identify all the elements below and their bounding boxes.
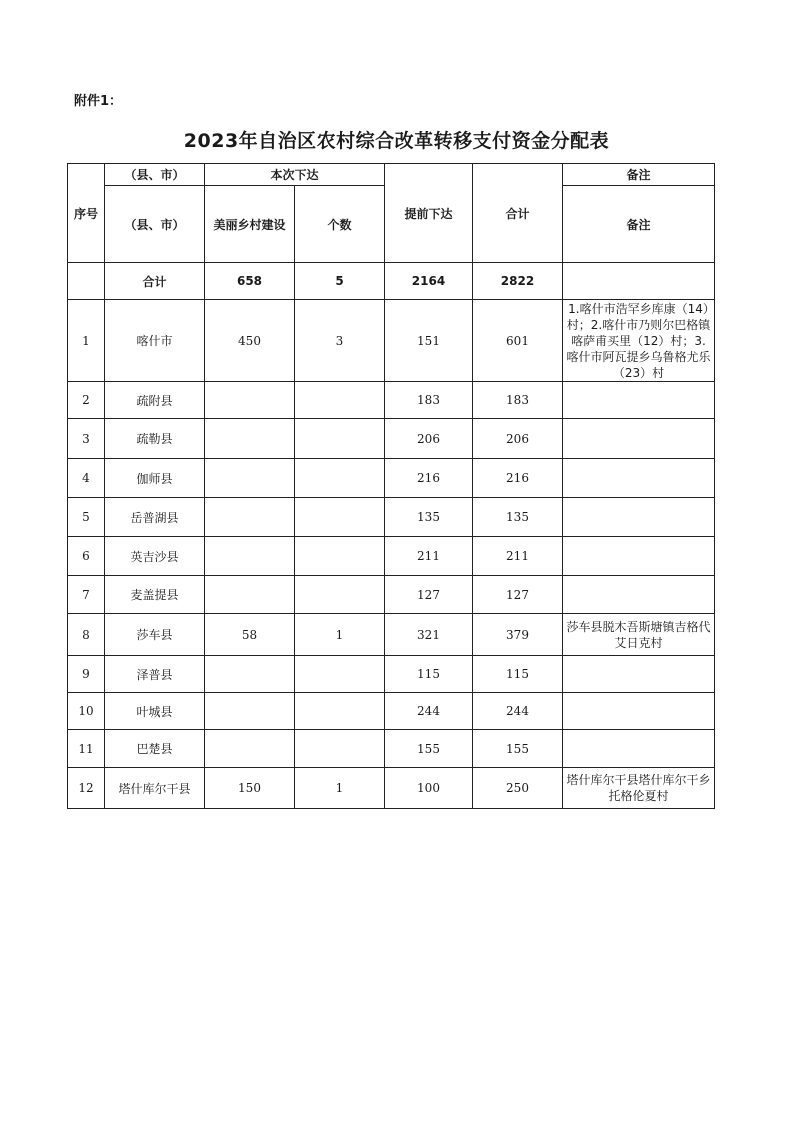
table-row — [68, 576, 715, 614]
header-this-batch: 本次下达 — [205, 164, 385, 186]
row-advance: 321 — [385, 614, 473, 656]
row-county: 喀什市 — [105, 300, 205, 382]
total-advance: 2164 — [385, 263, 473, 300]
row-advance: 216 — [385, 459, 473, 498]
total-remark — [563, 263, 715, 300]
row-beautiful-village — [205, 498, 295, 537]
total-label: 合计 — [105, 263, 205, 300]
header-advance: 提前下达 — [385, 164, 473, 263]
row-advance: 155 — [385, 730, 473, 768]
row-seq: 1 — [68, 300, 105, 382]
row-count — [295, 498, 385, 537]
header-row-top — [68, 164, 715, 186]
header-county: （县、市） — [105, 186, 205, 263]
row-beautiful-village — [205, 730, 295, 768]
row-county: 伽师县 — [105, 459, 205, 498]
header-seq: 序号 — [68, 164, 105, 263]
row-beautiful-village — [205, 656, 295, 693]
table-row — [68, 498, 715, 537]
table-row — [68, 537, 715, 576]
table-row — [68, 300, 715, 382]
row-remark — [563, 576, 715, 614]
total-seq — [68, 263, 105, 300]
row-count: 1 — [295, 614, 385, 656]
row-count — [295, 576, 385, 614]
header-county-top: （县、市） — [105, 164, 205, 186]
row-total: 601 — [473, 300, 563, 382]
row-count — [295, 419, 385, 459]
row-beautiful-village — [205, 537, 295, 576]
row-county: 叶城县 — [105, 693, 205, 730]
row-beautiful-village: 150 — [205, 768, 295, 809]
row-seq: 11 — [68, 730, 105, 768]
row-remark — [563, 730, 715, 768]
row-seq: 7 — [68, 576, 105, 614]
row-advance: 211 — [385, 537, 473, 576]
table-row — [68, 693, 715, 730]
row-beautiful-village — [205, 419, 295, 459]
table-row — [68, 459, 715, 498]
row-county: 莎车县 — [105, 614, 205, 656]
row-total: 183 — [473, 382, 563, 419]
row-remark — [563, 693, 715, 730]
row-county: 疏附县 — [105, 382, 205, 419]
attachment-label: 附件1： — [74, 94, 123, 109]
row-county: 泽普县 — [105, 656, 205, 693]
table-row — [68, 656, 715, 693]
row-remark: 莎车县脱木吾斯塘镇吉格代艾日克村 — [563, 614, 715, 656]
row-beautiful-village — [205, 693, 295, 730]
row-count — [295, 656, 385, 693]
row-seq: 3 — [68, 419, 105, 459]
row-remark — [563, 419, 715, 459]
row-total: 206 — [473, 419, 563, 459]
row-county: 塔什库尔干县 — [105, 768, 205, 809]
row-total: 244 — [473, 693, 563, 730]
row-beautiful-village — [205, 382, 295, 419]
table-row — [68, 768, 715, 809]
row-county: 英吉沙县 — [105, 537, 205, 576]
row-total: 250 — [473, 768, 563, 809]
row-total: 155 — [473, 730, 563, 768]
row-advance: 135 — [385, 498, 473, 537]
row-county: 疏勒县 — [105, 419, 205, 459]
row-seq: 5 — [68, 498, 105, 537]
header-remark: 备注 — [563, 186, 715, 263]
row-total: 115 — [473, 656, 563, 693]
row-county: 巴楚县 — [105, 730, 205, 768]
allocation-table — [67, 163, 715, 809]
row-beautiful-village — [205, 459, 295, 498]
row-beautiful-village — [205, 576, 295, 614]
row-count: 1 — [295, 768, 385, 809]
row-remark — [563, 537, 715, 576]
row-count — [295, 693, 385, 730]
row-seq: 12 — [68, 768, 105, 809]
row-remark: 1.喀什市浩罕乡库康（14）村；2.喀什市乃则尔巴格镇喀萨甫买里（12）村；3.喀什市阿瓦提乡乌鲁格尤乐（23）村 — [563, 300, 715, 382]
row-advance: 206 — [385, 419, 473, 459]
header-beautiful-village: 美丽乡村建设 — [205, 186, 295, 263]
table-row — [68, 382, 715, 419]
row-remark: 塔什库尔干县塔什库尔干乡托格伦夏村 — [563, 768, 715, 809]
row-advance: 115 — [385, 656, 473, 693]
row-beautiful-village: 450 — [205, 300, 295, 382]
row-advance: 127 — [385, 576, 473, 614]
table-row — [68, 419, 715, 459]
total-beautiful-village: 658 — [205, 263, 295, 300]
row-remark — [563, 382, 715, 419]
row-seq: 6 — [68, 537, 105, 576]
row-seq: 9 — [68, 656, 105, 693]
row-total: 379 — [473, 614, 563, 656]
row-count — [295, 730, 385, 768]
total-count: 5 — [295, 263, 385, 300]
table-row — [68, 614, 715, 656]
row-advance: 151 — [385, 300, 473, 382]
row-remark — [563, 459, 715, 498]
total-row — [68, 263, 715, 300]
row-seq: 8 — [68, 614, 105, 656]
row-count — [295, 537, 385, 576]
page-title: 2023年自治区农村综合改革转移支付资金分配表 — [183, 130, 610, 152]
header-count: 个数 — [295, 186, 385, 263]
row-advance: 100 — [385, 768, 473, 809]
row-seq: 4 — [68, 459, 105, 498]
row-seq: 10 — [68, 693, 105, 730]
row-advance: 244 — [385, 693, 473, 730]
row-total: 216 — [473, 459, 563, 498]
row-remark — [563, 656, 715, 693]
header-remark-top: 备注 — [563, 164, 715, 186]
total-total: 2822 — [473, 263, 563, 300]
row-remark — [563, 498, 715, 537]
row-count — [295, 382, 385, 419]
header-total: 合计 — [473, 164, 563, 263]
row-county: 麦盖提县 — [105, 576, 205, 614]
table-row — [68, 730, 715, 768]
row-count: 3 — [295, 300, 385, 382]
row-total: 127 — [473, 576, 563, 614]
row-total: 135 — [473, 498, 563, 537]
row-total: 211 — [473, 537, 563, 576]
row-count — [295, 459, 385, 498]
row-advance: 183 — [385, 382, 473, 419]
row-county: 岳普湖县 — [105, 498, 205, 537]
row-beautiful-village: 58 — [205, 614, 295, 656]
row-seq: 2 — [68, 382, 105, 419]
